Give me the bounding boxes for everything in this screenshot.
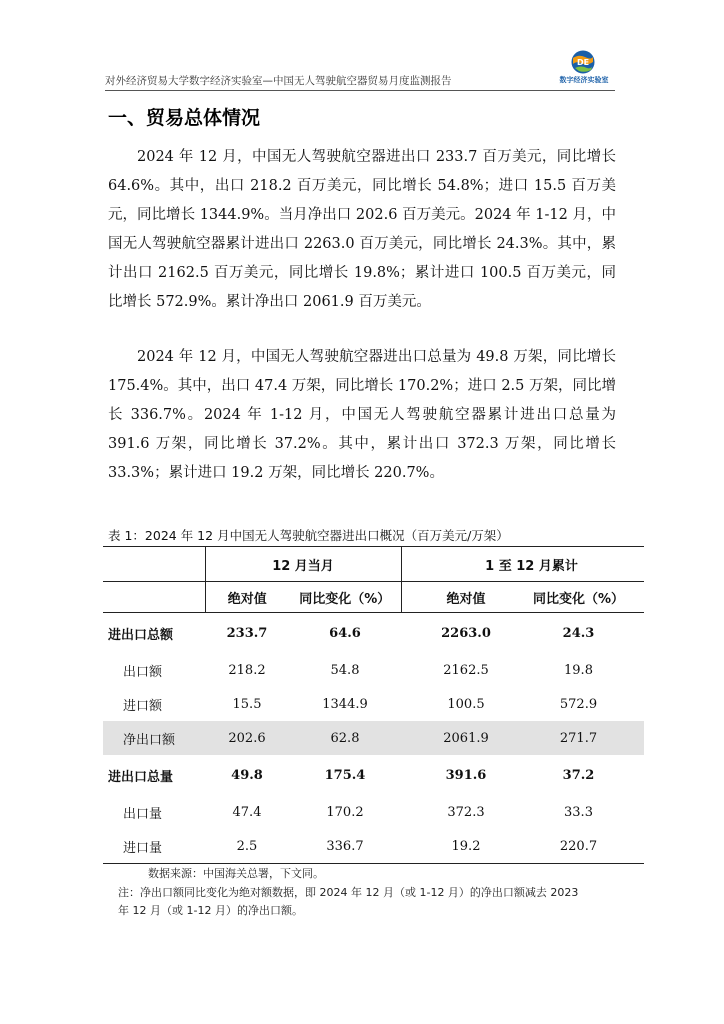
table-corner-cell [103,582,205,613]
paragraph-trade-volume: 2024 年 12 月，中国无人驾驶航空器进出口总量为 49.8 万架，同比增长 175.4%。其中，出口 47.4 万架，同比增长 170.2%；进口 2.5 万架，同比增长 336.7%。2024 年 1-12 月，中国无人驾驶航空器累计进出口总量为 391.6 万架，同比增长 37.2%。其中，累计出口 372.3 万架，同比增长 33.3%；累计进口 19.2 万架，同比增长 220.7%。 [108,349,616,481]
data-source-note: 数据来源：中国海关总署，下文同。 [148,867,324,880]
table-cell: 54.8 [330,662,360,678]
row-label: 进出口总额 [108,627,174,643]
group-gap-cell [401,653,419,687]
table-column-header-row [103,582,644,613]
table-row [103,653,644,687]
table-row [103,687,644,721]
row-label: 出口量 [123,806,163,822]
group-gap-cell [401,687,419,721]
svg-text:DE: DE [576,58,590,67]
footnote-line-2: 年 12 月（或 1-12 月）的净出口额。 [118,904,303,917]
table-cell: 372.3 [447,804,485,820]
row-label: 进口量 [103,829,205,864]
trade-summary-table [103,546,644,864]
paragraph-trade-value: 2024 年 12 月，中国无人驾驶航空器进出口 233.7 百万美元，同比增长 64.6%。其中，出口 218.2 百万美元，同比增长 54.8%；进口 15.5 百万美元，同比增长 1344.9%。当月净出口 202.6 百万美元。2024 年 1-12 月，中国无人驾驶航空器累计进出口 2263.0 百万美元，同比增长 24.3%。其中，累计出口 2162.5 百万美元，同比增长 19.8%；累计进口 100.5 百万美元，同比增长 572.9%。累计净出口 2061.9 百万美元。 [108,149,616,310]
table-cell: 49.8 [231,767,263,783]
table-cell: 62.8 [289,721,401,755]
table-cell: 33.3 [564,804,593,820]
table-cell: 572.9 [559,696,598,712]
table-cell: 19.2 [419,829,513,864]
row-label: 出口额 [123,664,163,680]
group-gap-cell [401,582,419,613]
table-cell: 47.4 [232,804,262,820]
table-row [103,829,644,864]
table-cell: 218.2 [228,662,266,678]
table-cell: 202.6 [205,721,289,755]
table-cell: 15.5 [232,696,262,712]
table-cell: 220.7 [513,829,644,864]
table-cell: 271.7 [513,721,644,755]
table-cell: 2.5 [205,829,289,864]
table-cell: 391.6 [445,767,487,783]
col-header-cum-abs: 绝对值 [419,582,513,613]
group-gap-cell [401,613,419,654]
table-row [103,613,644,654]
table-cell: 100.5 [447,696,485,712]
table-row-highlighted [103,721,644,755]
table-cell: 37.2 [562,767,595,783]
table-corner-cell [103,547,205,582]
table-cell: 170.2 [326,804,364,820]
table-cell: 175.4 [324,767,366,783]
group-gap-cell [401,721,419,755]
group-gap-cell [401,795,419,829]
table-cell: 2263.0 [441,625,491,641]
row-label: 进出口总量 [108,769,174,785]
row-label: 净出口额 [103,721,205,755]
table-cell: 19.8 [564,662,593,678]
section-title: 一、贸易总体情况 [108,107,261,129]
header-title: 对外经济贸易大学数字经济实验室—中国无人驾驶航空器贸易月度监测报告 [105,75,452,87]
group-gap-cell [401,755,419,795]
logo-text: 数字经济实验室 [559,76,609,84]
group-header-month: 12 月当月 [205,547,401,582]
col-header-month-yoy: 同比变化（%） [289,582,401,613]
table-cell: 233.7 [226,625,268,641]
group-header-cumulative: 1 至 12 月累计 [419,547,644,582]
table-row [103,795,644,829]
lab-logo [553,48,615,88]
table-cell: 2162.5 [443,662,489,678]
col-header-cum-yoy: 同比变化（%） [513,582,644,613]
row-label: 进口额 [123,698,163,714]
table-cell: 24.3 [562,625,595,641]
col-header-month-abs: 绝对值 [205,582,289,613]
group-gap-cell [401,829,419,864]
group-gap-cell [401,547,419,582]
table-cell: 1344.9 [322,696,368,712]
page-header [105,58,615,91]
table-cell: 336.7 [289,829,401,864]
table-row [103,755,644,795]
table-caption: 表 1：2024 年 12 月中国无人驾驶航空器进出口概况（百万美元/万架） [108,528,509,543]
globe-logo-icon [569,48,597,76]
table-cell: 2061.9 [419,721,513,755]
footnote-line-1: 注：净出口额同比变化为绝对额数据，即 2024 年 12 月（或 1-12 月）的净出口额减去 2023 [118,886,579,899]
table-group-header-row [103,547,644,582]
table-cell: 64.6 [329,625,361,641]
